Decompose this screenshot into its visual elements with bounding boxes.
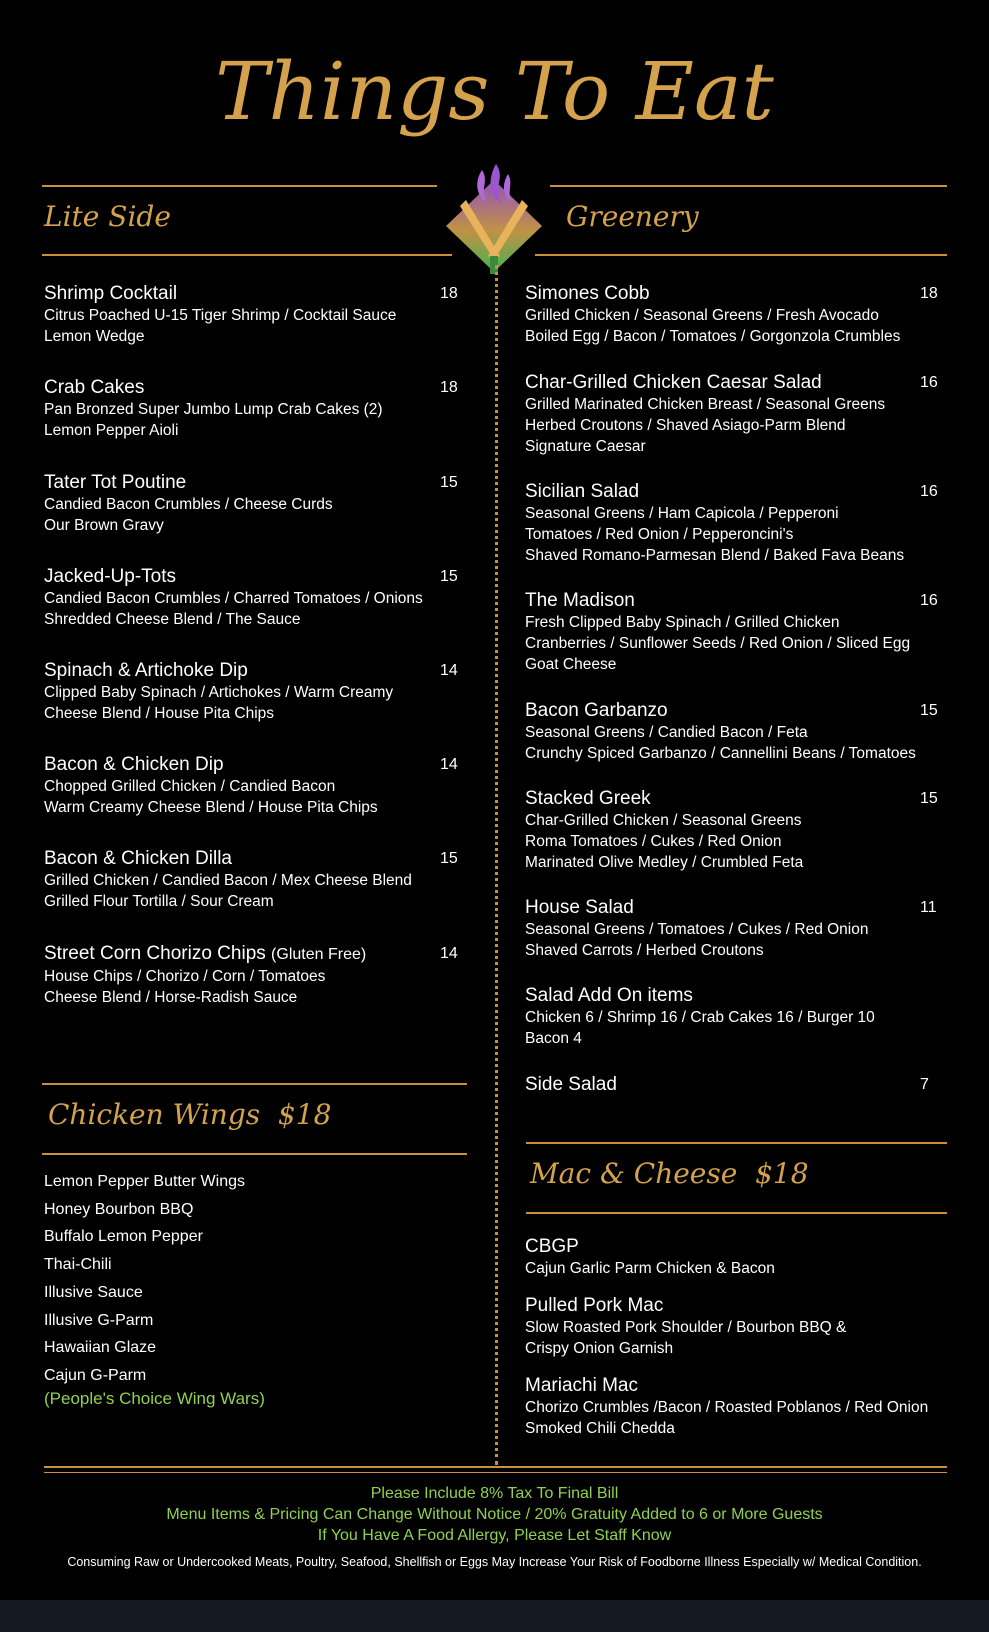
lite-side-top-rule bbox=[42, 185, 437, 187]
item-description: Cheese Blend / Horse-Radish Sauce bbox=[44, 989, 298, 1006]
item-description: Fresh Clipped Baby Spinach / Grilled Chicken bbox=[525, 614, 840, 631]
item-price: 7 bbox=[920, 1076, 929, 1093]
item-price: 11 bbox=[920, 899, 937, 916]
item-name: Bacon Garbanzo bbox=[525, 700, 668, 721]
mac-bottom-rule bbox=[526, 1212, 947, 1214]
item-name-text: Bacon & Chicken Dip bbox=[44, 754, 224, 775]
greenery-top-rule bbox=[550, 185, 947, 187]
wing-flavor: Thai-Chili bbox=[44, 1256, 112, 1274]
item-description: Seasonal Greens / Ham Capicola / Pepperoni bbox=[525, 505, 839, 522]
item-description: Smoked Chili Chedda bbox=[525, 1420, 675, 1437]
section-title-mac-cheese: Mac & Cheese $18 bbox=[530, 1157, 809, 1190]
menu-item bbox=[525, 1295, 945, 1359]
item-description: Our Brown Gravy bbox=[44, 517, 164, 534]
item-description: Citrus Poached U-15 Tiger Shrimp / Cocktail Sauce bbox=[44, 307, 397, 324]
item-description: Shredded Cheese Blend / The Sauce bbox=[44, 611, 301, 628]
item-description: Bacon 4 bbox=[525, 1030, 582, 1047]
item-name: Char-Grilled Chicken Caesar Salad bbox=[525, 372, 822, 393]
section-title-chicken-wings: Chicken Wings $18 bbox=[48, 1098, 332, 1131]
item-name bbox=[44, 472, 444, 494]
item-price: 15 bbox=[440, 474, 458, 491]
item-price: 15 bbox=[440, 850, 458, 867]
item-name-text: Crab Cakes bbox=[44, 377, 145, 398]
menu-item bbox=[44, 377, 444, 441]
item-name: House Salad bbox=[525, 897, 634, 918]
item-description: Tomatoes / Red Onion / Pepperoncini's bbox=[525, 526, 794, 543]
item-description: Candied Bacon Crumbles / Charred Tomatoes / Onions bbox=[44, 590, 423, 607]
menu-item bbox=[525, 372, 925, 457]
item-description: Shaved Carrots / Herbed Croutons bbox=[525, 942, 764, 959]
item-name: Stacked Greek bbox=[525, 788, 651, 809]
menu-item bbox=[44, 472, 444, 536]
section-title-lite-side: Lite Side bbox=[44, 200, 171, 233]
menu-item bbox=[525, 283, 925, 347]
item-price: 18 bbox=[920, 285, 938, 302]
mac-top-rule bbox=[526, 1142, 947, 1144]
item-description: Seasonal Greens / Tomatoes / Cukes / Red Onion bbox=[525, 921, 869, 938]
item-name bbox=[44, 566, 444, 588]
wing-flavor: Honey Bourbon BBQ bbox=[44, 1200, 194, 1218]
item-name-text: Tater Tot Poutine bbox=[44, 472, 187, 493]
item-description: Shaved Romano-Parmesan Blend / Baked Fava Beans bbox=[525, 547, 905, 564]
wing-flavor: Buffalo Lemon Pepper bbox=[44, 1228, 203, 1246]
wing-flavor: Illusive Sauce bbox=[44, 1283, 143, 1301]
item-name: Salad Add On items bbox=[525, 985, 693, 1006]
item-description: Grilled Chicken / Candied Bacon / Mex Cheese Blend bbox=[44, 872, 412, 889]
item-name: CBGP bbox=[525, 1236, 579, 1257]
item-name: Sicilian Salad bbox=[525, 481, 640, 502]
menu-item bbox=[525, 1074, 925, 1096]
item-description: Herbed Croutons / Shaved Asiago-Parm Blend bbox=[525, 417, 846, 434]
footer-rule-1 bbox=[44, 1466, 947, 1468]
item-price: 18 bbox=[440, 379, 458, 396]
menu-item bbox=[44, 943, 444, 1008]
item-description: Clipped Baby Spinach / Artichokes / Warm Creamy bbox=[44, 684, 394, 701]
footer-pricing-note: Menu Items & Pricing Can Change Without Notice / 20% Gratuity Added to 6 or More Guests bbox=[166, 1506, 823, 1523]
menu-item bbox=[525, 788, 925, 873]
item-description: Roma Tomatoes / Cukes / Red Onion bbox=[525, 833, 782, 850]
item-description: Cajun Garlic Parm Chicken & Bacon bbox=[525, 1260, 775, 1277]
item-description: Seasonal Greens / Candied Bacon / Feta bbox=[525, 724, 808, 741]
wing-flavor: Lemon Pepper Butter Wings bbox=[44, 1173, 245, 1190]
item-description: Crunchy Spiced Garbanzo / Cannellini Beans / Tomatoes bbox=[525, 745, 916, 762]
item-price: 18 bbox=[440, 285, 458, 302]
item-description: Lemon Pepper Aioli bbox=[44, 422, 179, 439]
item-name: Simones Cobb bbox=[525, 283, 650, 304]
item-price: 15 bbox=[920, 790, 938, 807]
footer-allergy-note: If You Have A Food Allergy, Please Let Staff Know bbox=[317, 1527, 672, 1544]
menu-item bbox=[525, 590, 925, 675]
menu-item bbox=[525, 897, 925, 961]
item-name-text: Street Corn Chorizo Chips bbox=[44, 943, 266, 964]
item-description: Slow Roasted Pork Shoulder / Bourbon BBQ & bbox=[525, 1319, 847, 1336]
item-description: Chopped Grilled Chicken / Candied Bacon bbox=[44, 778, 336, 795]
menu-item bbox=[44, 848, 444, 912]
item-description: Signature Caesar bbox=[525, 438, 646, 455]
menu-item bbox=[44, 660, 444, 724]
item-name bbox=[44, 754, 444, 776]
item-price: 15 bbox=[920, 702, 938, 719]
footer-health-warning: Consuming Raw or Undercooked Meats, Poultry, Seafood, Shellfish or Eggs May Increase Your Risk of Foodborne Illness Especially w/ Medical Condition. bbox=[67, 1555, 922, 1569]
item-name: Side Salad bbox=[525, 1074, 617, 1095]
item-note: (Gluten Free) bbox=[271, 946, 367, 963]
menu-item bbox=[44, 566, 444, 630]
item-name: Pulled Pork Mac bbox=[525, 1295, 664, 1316]
menu-item bbox=[525, 985, 925, 1049]
item-name bbox=[44, 377, 444, 399]
item-name bbox=[44, 943, 444, 966]
item-price: 16 bbox=[920, 374, 938, 391]
item-description: Cheese Blend / House Pita Chips bbox=[44, 705, 275, 722]
item-description: Pan Bronzed Super Jumbo Lump Crab Cakes (2) bbox=[44, 401, 383, 418]
page-title: Things To Eat bbox=[215, 45, 774, 138]
footer-rule-2 bbox=[44, 1472, 947, 1473]
item-description: House Chips / Chorizo / Corn / Tomatoes bbox=[44, 968, 326, 985]
wings-top-rule bbox=[42, 1083, 467, 1085]
item-description: Lemon Wedge bbox=[44, 328, 145, 345]
column-divider bbox=[495, 265, 498, 1465]
item-name-text: Bacon & Chicken Dilla bbox=[44, 848, 232, 869]
item-name bbox=[44, 848, 444, 870]
item-name bbox=[44, 283, 444, 305]
item-description: Crispy Onion Garnish bbox=[525, 1340, 674, 1357]
wings-note: (People's Choice Wing Wars) bbox=[44, 1389, 265, 1408]
item-name bbox=[44, 660, 444, 682]
item-price: 15 bbox=[440, 568, 458, 585]
item-price: 16 bbox=[920, 483, 938, 500]
item-price: 14 bbox=[440, 662, 458, 679]
menu-item bbox=[44, 283, 444, 347]
item-description: Candied Bacon Crumbles / Cheese Curds bbox=[44, 496, 333, 513]
item-name: Mariachi Mac bbox=[525, 1375, 638, 1396]
footer-tax-note: Please Include 8% Tax To Final Bill bbox=[370, 1485, 619, 1502]
item-description: Goat Cheese bbox=[525, 656, 617, 673]
item-description: Cranberries / Sunflower Seeds / Red Onion / Sliced Egg bbox=[525, 635, 911, 652]
item-description: Grilled Chicken / Seasonal Greens / Fresh Avocado bbox=[525, 307, 879, 324]
menu-item bbox=[525, 1236, 945, 1279]
chef-knives-flame-emblem-icon bbox=[438, 160, 550, 280]
wing-flavor: Illusive G-Parm bbox=[44, 1311, 154, 1329]
item-description: Boiled Egg / Bacon / Tomatoes / Gorgonzola Crumbles bbox=[525, 328, 901, 345]
menu-item bbox=[525, 481, 925, 566]
item-name-text: Jacked-Up-Tots bbox=[44, 566, 176, 587]
item-price: 14 bbox=[440, 756, 458, 773]
item-name: The Madison bbox=[525, 590, 635, 611]
bottom-strip bbox=[0, 1600, 989, 1632]
item-price: 14 bbox=[440, 945, 458, 962]
item-description: Warm Creamy Cheese Blend / House Pita Chips bbox=[44, 799, 378, 816]
item-name-text: Spinach & Artichoke Dip bbox=[44, 660, 248, 681]
item-price: 16 bbox=[920, 592, 938, 609]
item-description: Grilled Marinated Chicken Breast / Seasonal Greens bbox=[525, 396, 886, 413]
menu-item bbox=[525, 700, 925, 764]
section-title-greenery: Greenery bbox=[566, 200, 699, 233]
item-description: Chicken 6 / Shrimp 16 / Crab Cakes 16 / Burger 10 bbox=[525, 1009, 875, 1026]
wing-flavor: Hawaiian Glaze bbox=[44, 1339, 157, 1357]
item-name-text: Shrimp Cocktail bbox=[44, 283, 178, 304]
item-description: Grilled Flour Tortilla / Sour Cream bbox=[44, 893, 274, 910]
menu-item bbox=[44, 754, 444, 818]
wing-flavor: Cajun G-Parm bbox=[44, 1366, 147, 1384]
item-description: Marinated Olive Medley / Crumbled Feta bbox=[525, 854, 804, 871]
wings-bottom-rule bbox=[42, 1153, 467, 1155]
greenery-bottom-rule bbox=[535, 254, 947, 256]
lite-side-bottom-rule bbox=[42, 254, 452, 256]
item-description: Char-Grilled Chicken / Seasonal Greens bbox=[525, 812, 802, 829]
menu-item bbox=[525, 1375, 945, 1439]
item-description: Chorizo Crumbles /Bacon / Roasted Poblanos / Red Onion bbox=[525, 1399, 929, 1416]
